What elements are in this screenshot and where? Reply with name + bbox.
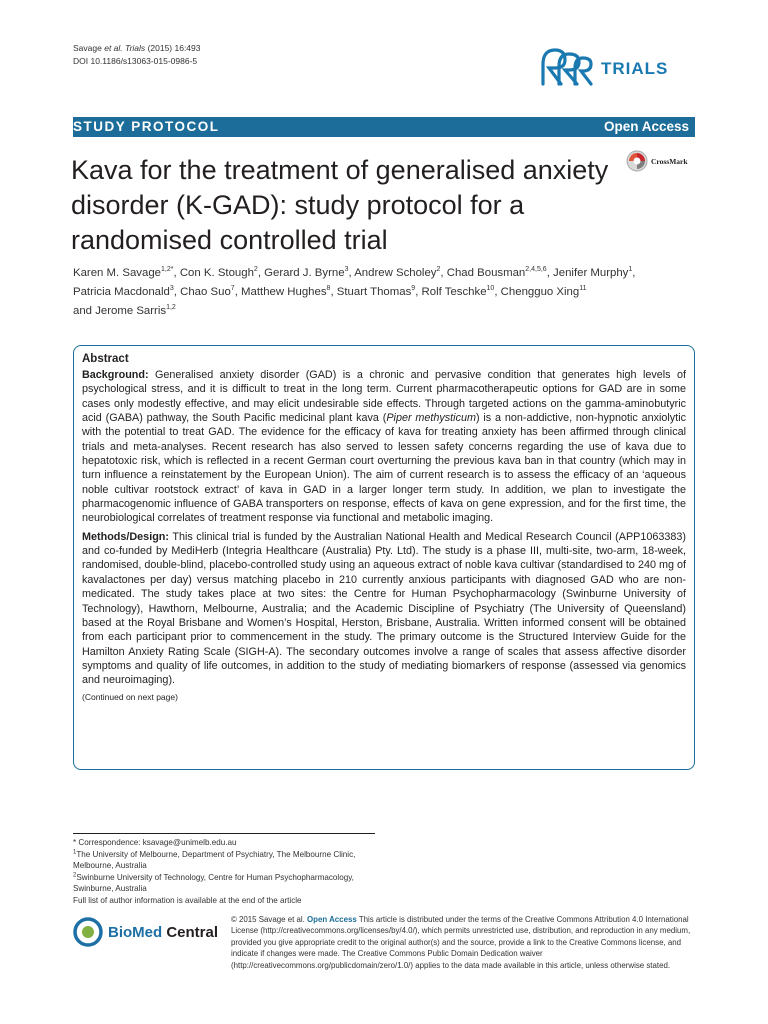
affiliation-2 <box>73 872 383 895</box>
methods-label: Methods/Design: <box>82 530 169 543</box>
publisher-logo <box>73 917 218 947</box>
author-name: Rolf Teschke <box>421 286 487 298</box>
background-species: Piper methysticum <box>386 412 476 425</box>
author-name: Gerard J. Byrne <box>264 267 345 279</box>
author-name: Andrew Scholey <box>354 267 437 279</box>
footnote-rule <box>73 833 375 834</box>
open-access-label: Open Access <box>603 119 689 134</box>
full-author-info-note: Full list of author information is available at the end of the article <box>73 895 302 905</box>
article-type-band <box>73 117 695 137</box>
author-name: Stuart Thomas <box>336 286 412 298</box>
crossmark-label: CrossMark <box>651 156 688 166</box>
citation-authors: Savage <box>73 43 102 53</box>
affiliation-1-marker: 1 <box>73 848 77 855</box>
citation-line <box>73 42 201 55</box>
author-affiliation: 7 <box>230 285 235 293</box>
correspondence-note: * Correspondence: ksavage@unimelb.edu.au <box>73 838 237 847</box>
author-name: Con K. Stough <box>179 267 254 279</box>
affiliation-1 <box>73 849 383 872</box>
citation-et-al: et al. <box>104 43 123 53</box>
license-text <box>231 914 697 971</box>
affiliation-2-text: Swinburne University of Technology, Centre for Human Psychopharmacology, Swinburne, Australia <box>73 872 354 893</box>
author-name: Karen M. Savage <box>73 267 162 279</box>
author-connector: and <box>73 305 93 317</box>
citation-header <box>73 42 201 68</box>
author-name: Patricia Macdonald <box>73 286 170 298</box>
background-text-b: ) is a non-addictive, non-hypnotic anxiolytic with the potential to treat GAD. The evidence for the efficacy of kava for treating anxiety has been affirmed through clinical trials and meta-analyses. Recent research has also served to lessen safety concerns regarding the use of kava due to hepatotoxic risk, which is reflected in a recent German court overturning the previous kava ban in that country (which may in turn influence a reinstatement by the European Union). The aim of current research is to assess the efficacy of an ‘aqueous noble cultivar rootstock extract’ of kava in GAD in a larger longer term study. In addition, we plan to investigate the pharmacogenomic influence of GABA transporters on response, effects of kava on gene expression, and for the first time, the neurobiological correlates of treatment response via functional and metabolic imaging. <box>82 412 686 525</box>
author-affiliation: 10 <box>486 285 495 293</box>
background-label: Background: <box>82 369 149 381</box>
background-text-a: Generalised anxiety disorder (GAD) is a chronic and pervasive condition that generates high levels of psychological stress, and it is difficult to treat in the long term. Current pharmacotherapeutic options for GAD are in some cases only modestly effective, and may elicit undesirable side effects. Through targeted actions on the gamma-aminobutyric acid (GABA) pathway, the South Pacific medicinal plant kava ( <box>82 369 686 425</box>
footnotes <box>73 837 383 906</box>
abstract-methods <box>82 530 686 688</box>
biomed-central-logo-icon <box>73 917 103 947</box>
author-affiliation: 9 <box>411 285 416 293</box>
article-type-label: STUDY PROTOCOL <box>73 119 220 134</box>
author-affiliation: 3 <box>169 285 174 293</box>
author-name: Jerome Sarris <box>95 305 167 317</box>
journal-logo-text: TRIALS <box>601 59 669 78</box>
publisher-logo-text <box>108 924 218 941</box>
author-affiliation: 2 <box>436 266 441 274</box>
affiliation-1-text: The University of Melbourne, Department of Psychiatry, The Melbourne Clinic, Melbourne, Australia <box>73 849 356 870</box>
publisher-logo-central: Central <box>162 923 219 941</box>
crossmark-badge[interactable] <box>626 150 688 172</box>
author-affiliation: 8 <box>326 285 331 293</box>
trials-logo-icon <box>539 44 595 88</box>
author-name: Chengguo Xing <box>500 286 580 298</box>
author-affiliation: 1,2 <box>166 304 176 312</box>
author-affiliation: 1 <box>628 266 633 274</box>
author-name: Matthew Hughes <box>241 286 327 298</box>
author-name: Jenifer Murphy <box>553 267 629 279</box>
abstract-background <box>82 368 686 526</box>
copyright: © 2015 Savage et al. <box>231 915 305 924</box>
affiliation-2-marker: 2 <box>73 871 77 878</box>
author-list: Karen M. Savage$^{1,2*}$, Con K. Stough$^2$, Gerard J. Byrne$^3$, Andrew Scholey$^2$, Chad Bousman$^{2,4,5,6}$, Jenifer Murphy$^1$, Patricia Macdonald$^3$, Chao Suo$^7$, Matthew Hughes$^8$, Stuart Thomas$^9$, Rolf Teschke$^{10}$, Chengguo Xing$^{11}$ and Jerome Sarris$^{1,2}$ <box>73 266 636 317</box>
citation-year-volume: (2015) 16:493 <box>147 43 201 53</box>
journal-logo <box>539 44 668 88</box>
author-affiliation: 3 <box>344 266 349 274</box>
author-name: Chad Bousman <box>446 267 526 279</box>
citation-doi: DOI 10.1186/s13063-015-0986-5 <box>73 56 198 66</box>
author-affiliation: 1,2* <box>161 266 174 274</box>
author-name: Chao Suo <box>180 286 231 298</box>
article-title: Kava for the treatment of generalised anxiety disorder (K-GAD): study protocol for a randomised controlled trial <box>71 155 609 255</box>
license-body: This article is distributed under the terms of the Creative Commons Attribution 4.0 International License (http://creativecommons.org/licenses/by/4.0/), which permits unrestricted use, distribution, and reproduction in any medium, provided you give appropriate credit to the original author(s) and the source, provide a link to the Creative Commons license, and indicate if changes were made. The Creative Commons Public Domain Dedication waiver (http://creativecommons.org/publicdomain/zero/1.0/) applies to the data made available in this article, unless otherwise stated. <box>231 915 691 970</box>
author-affiliation: 11 <box>579 285 587 293</box>
author-affiliation: 2 <box>253 266 258 274</box>
license-open-access: Open Access <box>307 915 357 924</box>
citation-journal: Trials <box>125 43 146 53</box>
abstract-box <box>73 345 695 770</box>
continued-note: (Continued on next page) <box>82 691 178 702</box>
methods-text: This clinical trial is funded by the Australian National Health and Medical Research Council (APP1063383) and co-funded by MediHerb (Integria Healthcare (Australia) Pty. Ltd). The study is a phase III, multi-site, two-arm, 18-week, randomised, double-blind, placebo-controlled study using an aqueous extract of noble kava cultivar (standardised to 240 mg of kavalactones per day) versus matching placebo in 210 currently anxious participants with diagnosed GAD who are non-medicated. The study takes place at two sites: the Centre for Human Psychopharmacology (Swinburne University of Technology), Hawthorn, Melbourne, Australia; and the Academic Discipline of Psychiatry (The University of Queensland) based at the Royal Brisbane and Women’s Hospital, Herston, Brisbane, Australia. Written informed consent will be obtained from each participant prior to commencement in the study. The primary outcome is the Structured Interview Guide for the Hamilton Anxiety Rating Scale (SIGH-A). The secondary outcomes involve a range of scales that assess affective disorder symptoms and quality of life outcomes, in addition to the study of mediating biomarkers of response (assessed via genomics and neuroimaging). <box>82 530 686 687</box>
abstract-heading: Abstract <box>82 353 129 365</box>
author-affiliation: 2,4,5,6 <box>525 266 547 274</box>
publisher-logo-bio: BioMed <box>108 923 163 941</box>
